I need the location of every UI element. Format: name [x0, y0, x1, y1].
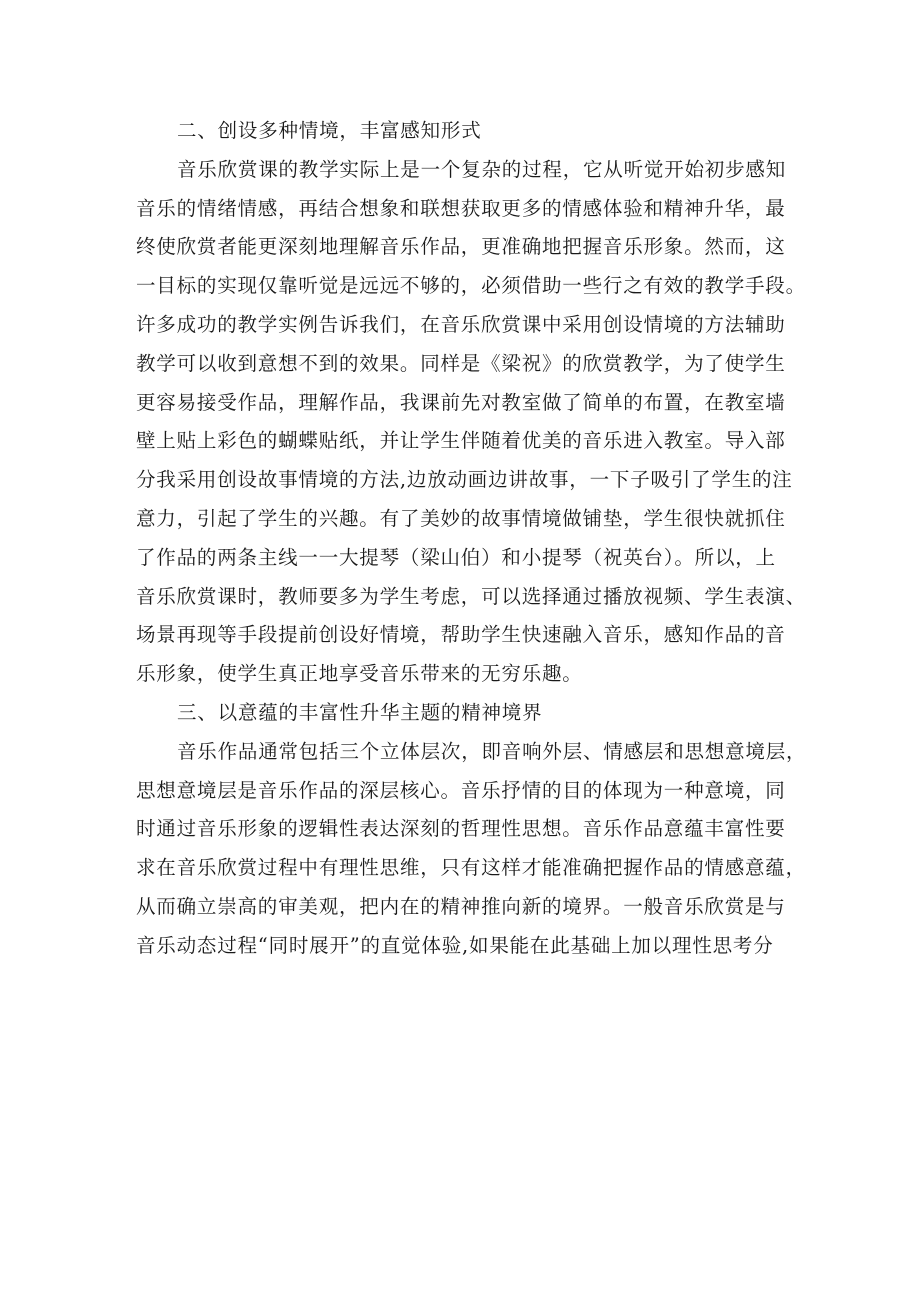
paragraph-line: 从而确立崇高的审美观，把内在的精神推向新的境界。一般音乐欣赏是与	[136, 894, 786, 918]
paragraph-line: 壁上贴上彩色的蝴蝶贴纸，并让学生伴随着优美的音乐进入教室。导入部	[136, 429, 786, 453]
paragraph-line: 了作品的两条主线一一大提琴（梁山伯）和小提琴（祝英台）。所以，上	[136, 545, 776, 569]
paragraph-line: 意力，引起了学生的兴趣。有了美妙的故事情境做铺垫，学生很快就抓住	[136, 506, 786, 530]
paragraph-line: 分我采用创设故事情境的方法,边放动画边讲故事，一下子吸引了学生的注	[136, 468, 793, 492]
section-3-heading: 三、以意蕴的丰富性升华主题的精神境界	[177, 700, 543, 724]
paragraph-line: 音乐欣赏课时，教师要多为学生考虑，可以选择通过播放视频、学生表演、	[136, 584, 806, 608]
document-body	[136, 112, 807, 966]
paragraph-line: 时通过音乐形象的逻辑性表达深刻的哲理性思想。音乐作品意蕴丰富性要	[136, 817, 786, 841]
paragraph-line: 音乐欣赏课的教学实际上是一个复杂的过程，它从听觉开始初步感知	[177, 157, 787, 181]
paragraph-line: 乐形象，使学生真正地享受音乐带来的无穷乐趣。	[136, 662, 583, 686]
section-2-heading: 二、创设多种情境，丰富感知形式	[177, 119, 482, 142]
paragraph-line: 许多成功的教学实例告诉我们，在音乐欣赏课中采用创设情境的方法辅助	[136, 312, 786, 336]
paragraph-line: 音乐的情绪情感，再结合想象和联想获取更多的情感体验和精神升华，最	[136, 196, 786, 220]
paragraph-line: 音乐动态过程“同时展开”的直觉体验,如果能在此基础上加以理性思考分	[136, 933, 774, 957]
section-3-paragraph	[136, 733, 807, 966]
paragraph-line: 终使欣赏者能更深刻地理解音乐作品，更准确地把握音乐形象。然而，这	[136, 235, 786, 259]
paragraph-line: 一目标的实现仅靠听觉是远远不够的，必须借助一些行之有效的教学手段。	[136, 274, 806, 298]
paragraph-line: 思想意境层是音乐作品的深层核心。音乐抒情的目的体现为一种意境，同	[136, 778, 786, 802]
paragraph-line: 更容易接受作品，理解作品，我课前先对教室做了简单的布置，在教室墙	[136, 390, 786, 414]
paragraph-line: 场景再现等手段提前创设好情境，帮助学生快速融入音乐，感知作品的音	[136, 623, 786, 647]
paragraph-line: 音乐作品通常包括三个立体层次，即音响外层、情感层和思想意境层，	[177, 739, 807, 763]
section-2-paragraph	[136, 151, 806, 694]
paragraph-line: 求在音乐欣赏过程中有理性思维，只有这样才能准确把握作品的情感意蕴，	[136, 856, 806, 880]
paragraph-line: 教学可以收到意想不到的效果。同样是《梁祝》的欣赏教学，为了使学生	[136, 351, 786, 375]
